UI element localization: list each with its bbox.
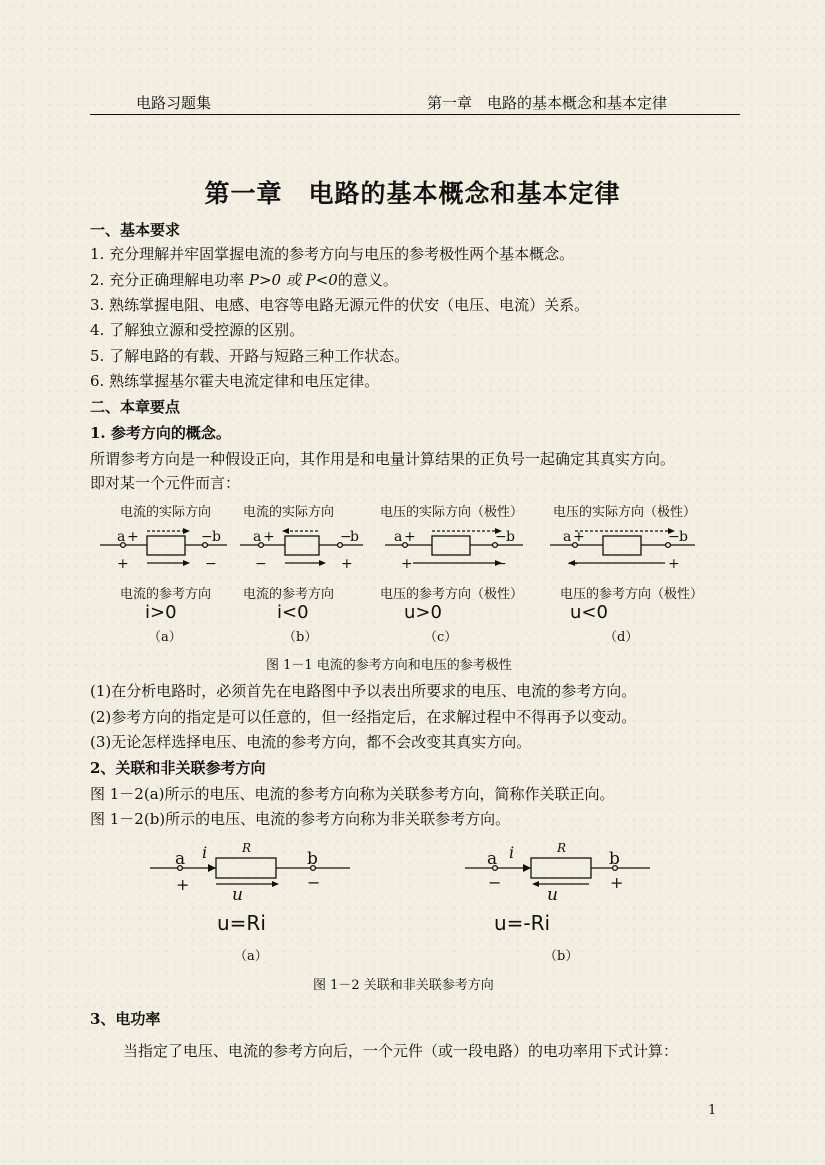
req-item-6: 6. 熟练掌握基尔霍夫电流定律和电压定律。 (90, 372, 380, 390)
subsection-2-heading: 2、关联和非关联参考方向 (90, 759, 266, 777)
fig2-a-i: i (202, 843, 208, 862)
fig1-c-node-b: b (506, 529, 515, 545)
fig2-a-R: R (242, 841, 252, 855)
fig1-a-tag: （a） (148, 630, 182, 645)
fig1-d-bot-plus: + (668, 556, 680, 572)
fig1-b-node-b: b (350, 529, 359, 545)
fig2-b-circuit (455, 836, 675, 905)
fig1-b-top: 电流的实际方向 (243, 505, 335, 520)
fig1-b-result: i<0 (277, 602, 309, 623)
fig1-c-plus: + (404, 529, 416, 545)
fig1-d-node-a: a (563, 529, 572, 545)
fig2-b-equation: u=-Ri (494, 911, 551, 935)
fig1-c-node-a: a (394, 529, 403, 545)
fig2-b-R: R (557, 841, 567, 855)
fig1-a-bottom: 电流的参考方向 (120, 587, 212, 602)
fig1-c-minus: − (495, 529, 507, 545)
fig1-b-plus: + (263, 529, 275, 545)
section1-heading: 一、基本要求 (90, 221, 181, 239)
fig1-a-minus: − (201, 529, 213, 545)
fig1-b-bot-minus: − (255, 556, 267, 572)
fig2-b-minus: − (488, 873, 502, 892)
fig1-a-plus: + (127, 529, 139, 545)
fig2-b-u: u (547, 885, 558, 905)
power-formula: P>0 或 P<0 (248, 271, 338, 289)
fig1-c-bottom: 电压的参考方向（极性） (380, 587, 524, 602)
fig1-d-top: 电压的实际方向（极性） (553, 505, 697, 520)
fig1-d-tag: （d） (604, 630, 639, 645)
fig1-a-top: 电流的实际方向 (120, 505, 212, 520)
fig1-b-bot-plus: + (341, 556, 353, 572)
req-item-2 (90, 269, 398, 291)
fig1-b-tag: （b） (283, 630, 318, 645)
fig2-a-node-a: a (175, 849, 186, 869)
fig1-d-bot-minus: − (567, 556, 579, 572)
fig2-a-node-b: b (307, 849, 318, 869)
fig1-d-bottom: 电压的参考方向（极性） (560, 587, 704, 602)
fig1-a-bot-minus: − (205, 556, 217, 572)
fig1-a-result: i>0 (145, 602, 177, 623)
note-2: (2)参考方向的指定是可以任意的，但一经指定后，在求解过程中不得再予以变动。 (90, 708, 637, 726)
fig2-caption: 图 1－2 关联和非关联参考方向 (313, 978, 494, 993)
header-left: 电路习题集 (136, 94, 212, 112)
fig1-b-minus: − (340, 529, 352, 545)
fig2-b-tag: （b） (544, 949, 579, 964)
page-number: 1 (708, 1103, 717, 1118)
paragraph-4: 图 1－2(b)所示的电压、电流的参考方向称为非关联参考方向。 (90, 810, 511, 828)
fig1-d-plus: + (573, 529, 585, 545)
fig1-d-minus: − (668, 529, 680, 545)
fig1-b-bottom: 电流的参考方向 (243, 587, 335, 602)
fig1-c-tag: （c） (424, 630, 458, 645)
fig1-caption: 图 1－1 电流的参考方向和电压的参考极性 (266, 658, 512, 673)
paragraph-3: 图 1－2(a)所示的电压、电流的参考方向称为关联参考方向，简称作关联正向。 (90, 785, 615, 803)
note-3: (3)无论怎样选择电压、电流的参考方向，都不会改变其真实方向。 (90, 733, 532, 751)
fig2-b-node-a: a (487, 849, 498, 869)
req-item-4: 4. 了解独立源和受控源的区别。 (90, 321, 305, 339)
fig2-a-plus: + (176, 875, 190, 894)
fig1-c-bot-plus: + (401, 556, 413, 572)
header-right: 第一章 电路的基本概念和基本定律 (427, 94, 668, 112)
fig1-b-node-a: a (253, 529, 262, 545)
fig2-a-tag: （a） (234, 949, 268, 964)
fig1-circuits (95, 524, 735, 576)
fig2-a-circuit (140, 836, 360, 905)
fig2-a-minus: − (307, 873, 321, 892)
paragraph-5: 当指定了电压、电流的参考方向后，一个元件（或一段电路）的电功率用下式计算： (123, 1042, 679, 1060)
header-rule (90, 114, 740, 115)
note-1: (1)在分析电路时，必须首先在电路图中予以表出所要求的电压、电流的参考方向。 (90, 682, 637, 700)
fig2-b-i: i (509, 843, 515, 862)
subsection-1-heading: 1. 参考方向的概念。 (90, 424, 231, 442)
paragraph-1: 所谓参考方向是一种假设正向，其作用是和电量计算结果的正负号一起确定其真实方向。 (90, 450, 676, 468)
fig1-a-node-b: b (212, 529, 221, 545)
fig2-a-equation: u=Ri (217, 911, 266, 935)
fig1-d-node-b: b (679, 529, 688, 545)
section2-heading: 二、本章要点 (90, 398, 181, 416)
subsection-3-heading: 3、电功率 (90, 1010, 161, 1028)
fig1-d-result: u<0 (570, 602, 608, 623)
fig2-b-plus: + (610, 873, 624, 892)
fig2-a-u: u (232, 885, 243, 905)
chapter-title: 第一章 电路的基本概念和基本定律 (204, 179, 621, 208)
fig1-a-bot-plus: + (117, 556, 129, 572)
req-item-2-tail: 的意义。 (337, 271, 398, 289)
req-item-5: 5. 了解电路的有载、开路与短路三种工作状态。 (90, 347, 410, 365)
fig1-c-top: 电压的实际方向（极性） (380, 505, 524, 520)
fig1-c-result: u>0 (404, 602, 442, 623)
req-item-3: 3. 熟练掌握电阻、电感、电容等电路无源元件的伏安（电压、电流）关系。 (90, 296, 590, 314)
fig1-c-bot-minus: − (495, 556, 507, 572)
req-item-2-text: 2. 充分正确理解电功率 (90, 271, 245, 289)
fig2-b-node-b: b (609, 849, 620, 869)
paragraph-2: 即对某一个元件而言： (90, 474, 241, 492)
req-item-1: 1. 充分理解并牢固掌握电流的参考方向与电压的参考极性两个基本概念。 (90, 245, 575, 263)
fig1-a-node-a: a (117, 529, 126, 545)
